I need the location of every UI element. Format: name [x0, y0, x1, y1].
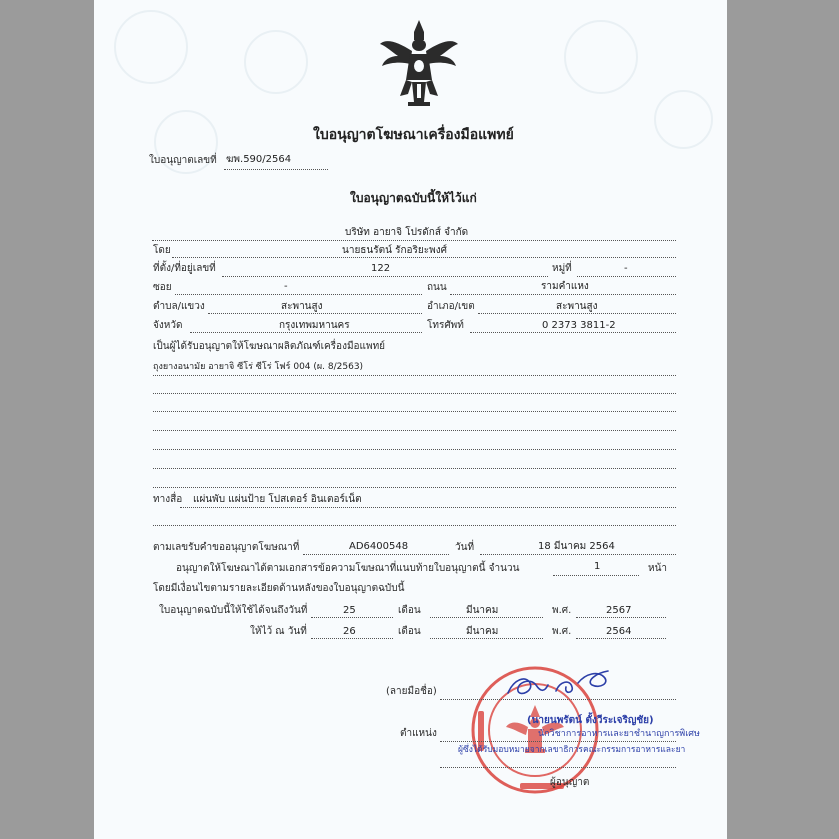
dotted-line — [576, 638, 666, 639]
condition-text: โดยมีเงื่อนไขตามรายละเอียดด้านหลังของใบอนุญาตฉบับนี้ — [153, 583, 405, 594]
subdistrict-label: ตำบล/แขวง — [153, 301, 205, 312]
product-name: ถุงยางอนามัย อายาจิ ซีโร่ ซีโร่ โฟร์ 004 (ผ. 8/2563) — [153, 362, 364, 372]
issued-to-heading: ใบอนุญาตฉบับนี้ให้ไว้แก่ — [350, 191, 477, 205]
position-label: ตำแหน่ง — [400, 728, 437, 739]
dotted-line — [153, 430, 676, 431]
dotted-line — [440, 741, 676, 742]
dotted-line — [553, 575, 639, 576]
by-label: โดย — [153, 245, 171, 256]
dotted-line — [470, 332, 676, 333]
dotted-line — [577, 276, 676, 277]
dotted-line — [180, 507, 676, 508]
address-number-label: ที่ตั้ง/ที่อยู่เลขที่ — [153, 263, 216, 274]
district-label: อำเภอ/เขต — [427, 301, 475, 312]
watermark-circle — [564, 20, 638, 94]
dotted-line — [190, 332, 422, 333]
dotted-line — [153, 393, 676, 394]
given-day: 26 — [343, 626, 356, 637]
document-title: ใบอนุญาตโฆษณาเครื่องมือแพทย์ — [313, 127, 514, 143]
request-date: 18 มีนาคม 2564 — [538, 541, 615, 552]
left-scan-margin — [0, 0, 94, 839]
dotted-line — [175, 294, 422, 295]
watermark-circle — [114, 10, 188, 84]
permit-number-label: ใบอนุญาตเลขที่ — [149, 155, 217, 166]
dotted-line — [478, 313, 676, 314]
dotted-line — [222, 276, 548, 277]
permit-document — [94, 0, 727, 839]
page-count: 1 — [594, 561, 601, 572]
moo-label: หมู่ที่ — [552, 263, 572, 274]
valid-month-label: เดือน — [398, 605, 421, 616]
valid-month: มีนาคม — [466, 605, 499, 616]
dotted-line — [576, 617, 666, 618]
media-label: ทางสื่อ — [153, 494, 183, 505]
valid-until-label: ใบอนุญาตฉบับนี้ให้ใช้ได้จนถึงวันที่ — [159, 605, 308, 616]
media-value: แผ่นพับ แผ่นป้าย โปสเตอร์ อินเตอร์เน็ต — [193, 494, 362, 505]
licensor-label: ผู้อนุญาต — [550, 777, 590, 788]
dotted-line — [153, 411, 676, 412]
moo-value: - — [624, 263, 628, 274]
dotted-line — [153, 487, 676, 488]
watermark-circle — [654, 90, 713, 149]
request-number: AD6400548 — [349, 541, 409, 552]
province-value: กรุงเทพมหานคร — [279, 320, 350, 331]
dotted-line — [224, 169, 328, 170]
company-name: บริษัท อายาจิ โปรดักส์ จำกัด — [345, 227, 469, 238]
given-year: 2564 — [606, 626, 632, 637]
given-on-label: ให้ไว้ ณ วันที่ — [250, 626, 307, 637]
dotted-line — [153, 468, 676, 469]
district-value: สะพานสูง — [556, 301, 598, 312]
subdistrict-value: สะพานสูง — [281, 301, 323, 312]
dotted-line — [303, 554, 449, 555]
request-date-label: วันที่ — [455, 542, 475, 553]
given-month-label: เดือน — [398, 626, 421, 637]
dotted-line — [430, 638, 543, 639]
soi-label: ซอย — [153, 282, 172, 293]
dotted-line — [153, 375, 676, 376]
dotted-line — [450, 294, 676, 295]
province-label: จังหวัด — [153, 320, 183, 331]
phone-value: 0 2373 3811-2 — [542, 320, 616, 331]
dotted-line — [152, 240, 676, 241]
soi-value: - — [284, 281, 288, 292]
given-month: มีนาคม — [466, 626, 499, 637]
dotted-line — [311, 638, 393, 639]
dotted-line — [440, 699, 676, 700]
road-label: ถนน — [427, 282, 447, 293]
right-scan-margin — [727, 0, 839, 839]
page-unit: หน้า — [648, 563, 668, 574]
dotted-line — [430, 617, 543, 618]
garuda-emblem-icon — [378, 18, 460, 108]
request-number-label: ตามเลขรับคำขออนุญาตโฆษณาที่ — [153, 542, 300, 553]
signature-label: (ลายมือชื่อ) — [386, 686, 437, 697]
stamp-signer-name: (นายนพรัตน์ ตั้งวีระเจริญชัย) — [527, 715, 654, 726]
dotted-line — [311, 617, 393, 618]
dotted-line — [153, 449, 676, 450]
dotted-line — [480, 554, 676, 555]
dotted-line — [440, 767, 676, 768]
approval-text: อนุญาตให้โฆษณาได้ตามเอกสารข้อความโฆษณาที่แนบท้ายใบอนุญาตนี้ จำนวน — [176, 563, 520, 574]
dotted-line — [208, 313, 422, 314]
watermark-circle — [244, 30, 308, 94]
phone-label: โทรศัพท์ — [427, 320, 464, 331]
stamp-signer-title: นักวิชาการอาหารและยาชำนาญการพิเศษ — [538, 729, 700, 739]
valid-day: 25 — [343, 605, 356, 616]
representative-name: นายธนรัตน์ รักอริยะพงศ์ — [342, 245, 447, 256]
given-year-label: พ.ศ. — [552, 626, 572, 637]
valid-year-label: พ.ศ. — [552, 605, 572, 616]
dotted-line — [153, 525, 676, 526]
stamp-delegation: ผู้ซึ่งได้รับมอบหมายจากเลขาธิการคณะกรรมการอาหารและยา — [458, 745, 686, 755]
product-intro: เป็นผู้ได้รับอนุญาตให้โฆษณาผลิตภัณฑ์เครื่องมือแพทย์ — [153, 341, 386, 352]
address-number: 122 — [371, 263, 391, 274]
valid-year: 2567 — [606, 605, 632, 616]
road-value: รามคำแหง — [541, 281, 589, 292]
dotted-line — [172, 257, 676, 258]
permit-number: ฆพ.590/2564 — [226, 154, 292, 165]
